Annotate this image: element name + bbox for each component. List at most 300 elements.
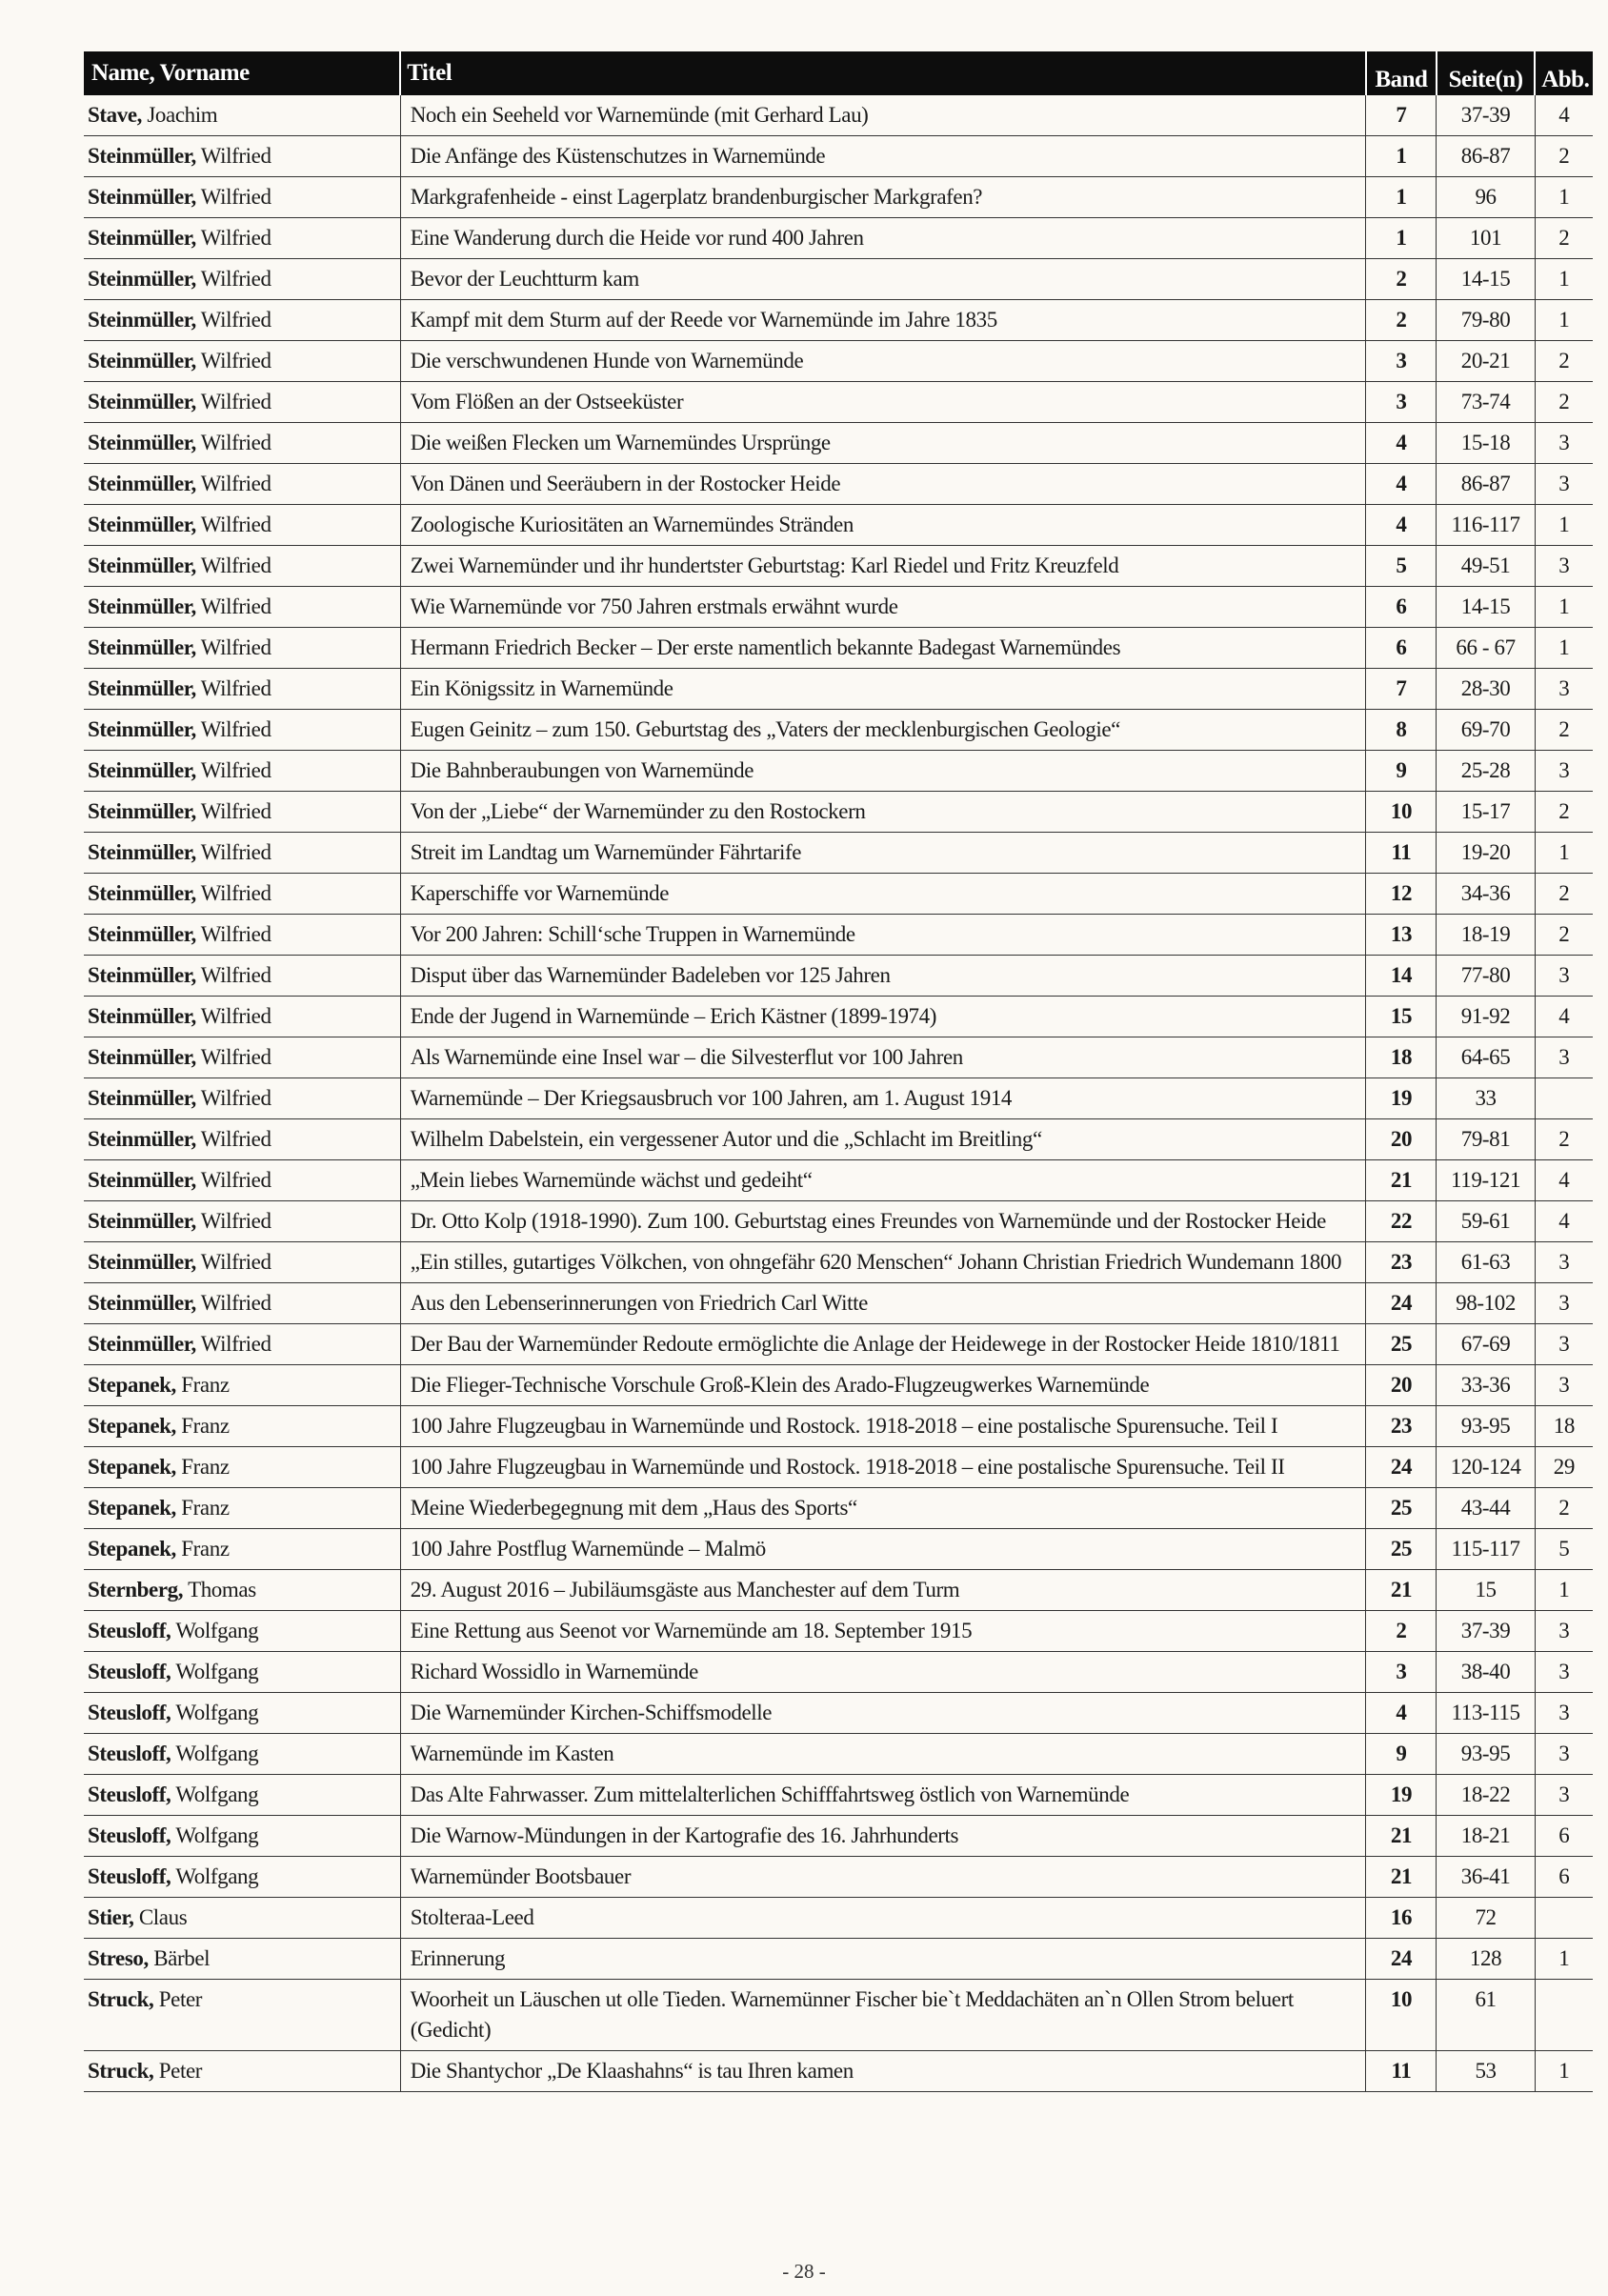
page-range: 18-19	[1437, 915, 1535, 956]
author-surname: Steinmüller,	[88, 513, 196, 536]
author-cell	[84, 1037, 400, 1078]
page-range: 115-117	[1437, 1529, 1535, 1570]
page-range: 33	[1437, 1078, 1535, 1119]
author-surname: Stepanek,	[88, 1496, 176, 1520]
band-number: 22	[1366, 1201, 1437, 1242]
author-cell	[84, 423, 400, 464]
band-number: 11	[1366, 833, 1437, 874]
article-title: Ein Königssitz in Warnemünde	[400, 669, 1366, 710]
page-range: 86-87	[1437, 464, 1535, 505]
figure-count: 3	[1535, 1652, 1593, 1693]
author-surname: Streso,	[88, 1946, 149, 1970]
article-title: Von Dänen und Seeräubern in der Rostocker Heide	[400, 464, 1366, 505]
author-firstname: Wilfried	[200, 1168, 271, 1192]
table-row	[84, 1611, 1593, 1652]
author-firstname: Claus	[138, 1905, 188, 1929]
page-range: 64-65	[1437, 1037, 1535, 1078]
author-surname: Steusloff,	[88, 1742, 171, 1765]
table-row	[84, 1283, 1593, 1324]
author-firstname: Wilfried	[200, 799, 271, 823]
author-cell	[84, 1734, 400, 1775]
article-title: Aus den Lebenserinnerungen von Friedrich Carl Witte	[400, 1283, 1366, 1324]
author-surname: Steusloff,	[88, 1619, 171, 1642]
header-abb: Abb.	[1535, 51, 1593, 95]
figure-count: 1	[1535, 259, 1593, 300]
author-firstname: Wilfried	[200, 676, 271, 700]
author-firstname: Wilfried	[200, 594, 271, 618]
author-surname: Steinmüller,	[88, 1004, 196, 1028]
band-number: 21	[1366, 1570, 1437, 1611]
table-row	[84, 1160, 1593, 1201]
page-range: 66 - 67	[1437, 628, 1535, 669]
author-surname: Steinmüller,	[88, 635, 196, 659]
figure-count: 2	[1535, 792, 1593, 833]
author-firstname: Thomas	[188, 1578, 256, 1601]
band-number: 3	[1366, 382, 1437, 423]
figure-count: 6	[1535, 1816, 1593, 1857]
table-row	[84, 218, 1593, 259]
article-title: „Mein liebes Warnemünde wächst und gedeiht“	[400, 1160, 1366, 1201]
band-number: 25	[1366, 1324, 1437, 1365]
author-surname: Steusloff,	[88, 1823, 171, 1847]
page-range: 93-95	[1437, 1406, 1535, 1447]
page-range: 14-15	[1437, 587, 1535, 628]
author-surname: Steinmüller,	[88, 1045, 196, 1069]
page-range: 79-81	[1437, 1119, 1535, 1160]
page-range: 18-22	[1437, 1775, 1535, 1816]
author-firstname: Wilfried	[200, 308, 271, 332]
page-range: 79-80	[1437, 300, 1535, 341]
table-row	[84, 1775, 1593, 1816]
author-cell	[84, 341, 400, 382]
author-surname: Steinmüller,	[88, 1086, 196, 1110]
band-number: 7	[1366, 95, 1437, 136]
figure-count: 1	[1535, 1939, 1593, 1980]
page-range: 19-20	[1437, 833, 1535, 874]
article-title: Kampf mit dem Sturm auf der Reede vor Warnemünde im Jahre 1835	[400, 300, 1366, 341]
figure-count: 2	[1535, 382, 1593, 423]
figure-count: 4	[1535, 997, 1593, 1037]
author-surname: Steinmüller,	[88, 922, 196, 946]
author-firstname: Wilfried	[200, 185, 271, 209]
figure-count: 3	[1535, 1037, 1593, 1078]
band-number: 15	[1366, 997, 1437, 1037]
author-surname: Steinmüller,	[88, 1127, 196, 1151]
article-title: 100 Jahre Postflug Warnemünde – Malmö	[400, 1529, 1366, 1570]
author-surname: Stier,	[88, 1905, 134, 1929]
band-number: 4	[1366, 464, 1437, 505]
author-cell	[84, 1529, 400, 1570]
article-title: Woorheit un Läuschen ut olle Tieden. Warnemünner Fischer bie`t Meddachäten an`n Ollen Strom beluert (Gedicht)	[400, 1980, 1366, 2051]
author-surname: Steinmüller,	[88, 308, 196, 332]
figure-count: 6	[1535, 1857, 1593, 1898]
author-firstname: Wilfried	[200, 1045, 271, 1069]
header-title: Titel	[400, 51, 1366, 95]
author-cell	[84, 1611, 400, 1652]
author-surname: Steusloff,	[88, 1782, 171, 1806]
table-row	[84, 1078, 1593, 1119]
author-cell	[84, 1447, 400, 1488]
table-row	[84, 177, 1593, 218]
author-cell	[84, 1898, 400, 1939]
table-row	[84, 956, 1593, 997]
author-cell	[84, 136, 400, 177]
figure-count: 1	[1535, 587, 1593, 628]
figure-count: 3	[1535, 1734, 1593, 1775]
author-firstname: Wolfgang	[175, 1823, 259, 1847]
article-title: Zwei Warnemünder und ihr hundertster Geburtstag: Karl Riedel und Fritz Kreuzfeld	[400, 546, 1366, 587]
author-firstname: Wilfried	[200, 1127, 271, 1151]
author-surname: Struck,	[88, 1987, 154, 2011]
band-number: 9	[1366, 751, 1437, 792]
table-row	[84, 1734, 1593, 1775]
author-firstname: Franz	[181, 1373, 230, 1397]
author-surname: Steinmüller,	[88, 881, 196, 905]
author-firstname: Wilfried	[200, 1086, 271, 1110]
author-surname: Steinmüller,	[88, 390, 196, 413]
figure-count: 3	[1535, 1775, 1593, 1816]
table-row	[84, 546, 1593, 587]
article-title: Eugen Geinitz – zum 150. Geburtstag des „Vaters der mecklenburgischen Geologie“	[400, 710, 1366, 751]
author-cell	[84, 95, 400, 136]
author-surname: Struck,	[88, 2059, 154, 2083]
author-firstname: Wilfried	[200, 1209, 271, 1233]
table-row	[84, 1693, 1593, 1734]
article-title: Die Flieger-Technische Vorschule Groß-Klein des Arado-Flugzeugwerkes Warnemünde	[400, 1365, 1366, 1406]
author-firstname: Peter	[158, 2059, 203, 2083]
page-range: 15	[1437, 1570, 1535, 1611]
author-cell	[84, 628, 400, 669]
author-cell	[84, 1078, 400, 1119]
page-range: 128	[1437, 1939, 1535, 1980]
author-firstname: Wilfried	[200, 513, 271, 536]
band-number: 1	[1366, 177, 1437, 218]
figure-count: 2	[1535, 218, 1593, 259]
author-cell	[84, 1119, 400, 1160]
author-firstname: Wilfried	[200, 963, 271, 987]
table-row	[84, 1980, 1593, 2051]
table-row	[84, 2051, 1593, 2092]
author-cell	[84, 1652, 400, 1693]
author-firstname: Wilfried	[200, 431, 271, 454]
page-range: 20-21	[1437, 341, 1535, 382]
author-surname: Sternberg,	[88, 1578, 184, 1601]
band-number: 20	[1366, 1119, 1437, 1160]
article-title: Die Warnow-Mündungen in der Kartografie des 16. Jahrhunderts	[400, 1816, 1366, 1857]
page-range: 120-124	[1437, 1447, 1535, 1488]
author-firstname: Wilfried	[200, 349, 271, 373]
band-number: 5	[1366, 546, 1437, 587]
author-firstname: Wilfried	[200, 1332, 271, 1356]
table-row	[84, 1324, 1593, 1365]
author-surname: Steinmüller,	[88, 717, 196, 741]
article-title: Ende der Jugend in Warnemünde – Erich Kästner (1899-1974)	[400, 997, 1366, 1037]
author-firstname: Wolfgang	[175, 1701, 259, 1724]
band-number: 3	[1366, 1652, 1437, 1693]
author-cell	[84, 669, 400, 710]
author-firstname: Wolfgang	[175, 1619, 259, 1642]
author-cell	[84, 1488, 400, 1529]
table-row	[84, 136, 1593, 177]
article-title: Noch ein Seeheld vor Warnemünde (mit Gerhard Lau)	[400, 95, 1366, 136]
author-surname: Steinmüller,	[88, 963, 196, 987]
page-range: 28-30	[1437, 669, 1535, 710]
index-page	[84, 51, 1593, 2092]
author-cell	[84, 259, 400, 300]
author-firstname: Wolfgang	[175, 1864, 259, 1888]
page-range: 37-39	[1437, 1611, 1535, 1652]
figure-count: 3	[1535, 1283, 1593, 1324]
page-range: 86-87	[1437, 136, 1535, 177]
figure-count: 4	[1535, 1160, 1593, 1201]
band-number: 1	[1366, 136, 1437, 177]
author-cell	[84, 915, 400, 956]
table-row	[84, 464, 1593, 505]
author-surname: Steinmüller,	[88, 1332, 196, 1356]
article-title: Streit im Landtag um Warnemünder Fährtarife	[400, 833, 1366, 874]
author-firstname: Wilfried	[200, 717, 271, 741]
figure-count: 2	[1535, 710, 1593, 751]
author-cell	[84, 1201, 400, 1242]
band-number: 18	[1366, 1037, 1437, 1078]
author-firstname: Wilfried	[200, 881, 271, 905]
page-range: 113-115	[1437, 1693, 1535, 1734]
table-row	[84, 1529, 1593, 1570]
author-surname: Steinmüller,	[88, 267, 196, 291]
figure-count: 1	[1535, 1570, 1593, 1611]
author-surname: Steinmüller,	[88, 472, 196, 495]
author-index-table	[84, 51, 1593, 2092]
band-number: 25	[1366, 1488, 1437, 1529]
author-cell	[84, 177, 400, 218]
article-title: Dr. Otto Kolp (1918-1990). Zum 100. Geburtstag eines Freundes von Warnemünde und der Rostocker Heide	[400, 1201, 1366, 1242]
header-band: Band	[1366, 51, 1437, 95]
table-row	[84, 505, 1593, 546]
article-title: Zoologische Kuriositäten an Warnemündes Stränden	[400, 505, 1366, 546]
author-cell	[84, 1816, 400, 1857]
article-title: Die weißen Flecken um Warnemündes Ursprünge	[400, 423, 1366, 464]
author-surname: Steinmüller,	[88, 840, 196, 864]
author-surname: Stave,	[88, 103, 143, 127]
band-number: 21	[1366, 1857, 1437, 1898]
article-title: Warnemünder Bootsbauer	[400, 1857, 1366, 1898]
author-firstname: Franz	[181, 1537, 230, 1561]
article-title: Richard Wossidlo in Warnemünde	[400, 1652, 1366, 1693]
table-row	[84, 833, 1593, 874]
figure-count: 3	[1535, 1365, 1593, 1406]
band-number: 6	[1366, 628, 1437, 669]
page-range: 59-61	[1437, 1201, 1535, 1242]
page-range: 119-121	[1437, 1160, 1535, 1201]
author-surname: Steinmüller,	[88, 1250, 196, 1274]
author-surname: Steinmüller,	[88, 144, 196, 168]
article-title: Disput über das Warnemünder Badeleben vor 125 Jahren	[400, 956, 1366, 997]
figure-count: 3	[1535, 751, 1593, 792]
author-cell	[84, 751, 400, 792]
author-surname: Steinmüller,	[88, 554, 196, 577]
band-number: 13	[1366, 915, 1437, 956]
author-cell	[84, 1324, 400, 1365]
author-cell	[84, 710, 400, 751]
figure-count: 2	[1535, 1488, 1593, 1529]
table-header-row	[84, 51, 1593, 95]
header-name: Name, Vorname	[84, 51, 400, 95]
figure-count: 3	[1535, 464, 1593, 505]
figure-count: 3	[1535, 546, 1593, 587]
article-title: Meine Wiederbegegnung mit dem „Haus des Sports“	[400, 1488, 1366, 1529]
band-number: 9	[1366, 1734, 1437, 1775]
band-number: 24	[1366, 1939, 1437, 1980]
author-cell	[84, 956, 400, 997]
article-title: Wilhelm Dabelstein, ein vergessener Autor und die „Schlacht im Breitling“	[400, 1119, 1366, 1160]
figure-count: 3	[1535, 956, 1593, 997]
figure-count: 2	[1535, 874, 1593, 915]
article-title: Warnemünde im Kasten	[400, 1734, 1366, 1775]
page-range: 53	[1437, 2051, 1535, 2092]
author-cell	[84, 300, 400, 341]
figure-count: 1	[1535, 833, 1593, 874]
author-firstname: Wilfried	[200, 1004, 271, 1028]
band-number: 21	[1366, 1816, 1437, 1857]
author-firstname: Wilfried	[200, 1250, 271, 1274]
table-row	[84, 382, 1593, 423]
article-title: Von der „Liebe“ der Warnemünder zu den Rostockern	[400, 792, 1366, 833]
band-number: 21	[1366, 1160, 1437, 1201]
band-number: 20	[1366, 1365, 1437, 1406]
page-range: 69-70	[1437, 710, 1535, 751]
table-row	[84, 1857, 1593, 1898]
author-surname: Steusloff,	[88, 1864, 171, 1888]
author-firstname: Joachim	[147, 103, 218, 127]
page-range: 34-36	[1437, 874, 1535, 915]
band-number: 16	[1366, 1898, 1437, 1939]
table-body	[84, 95, 1593, 2092]
figure-count: 3	[1535, 1324, 1593, 1365]
page-range: 43-44	[1437, 1488, 1535, 1529]
band-number: 23	[1366, 1242, 1437, 1283]
band-number: 11	[1366, 2051, 1437, 2092]
article-title: 100 Jahre Flugzeugbau in Warnemünde und Rostock. 1918-2018 – eine postalische Spurensuche. Teil II	[400, 1447, 1366, 1488]
author-cell	[84, 2051, 400, 2092]
table-row	[84, 1488, 1593, 1529]
author-cell	[84, 1570, 400, 1611]
author-firstname: Peter	[158, 1987, 203, 2011]
table-row	[84, 669, 1593, 710]
article-title: Die Shantychor „De Klaashahns“ is tau Ihren kamen	[400, 2051, 1366, 2092]
page-range: 93-95	[1437, 1734, 1535, 1775]
author-surname: Steinmüller,	[88, 1168, 196, 1192]
author-firstname: Wilfried	[200, 144, 271, 168]
band-number: 19	[1366, 1078, 1437, 1119]
page-number: - 28 -	[782, 2260, 826, 2283]
table-row	[84, 1939, 1593, 1980]
author-cell	[84, 1693, 400, 1734]
author-firstname: Wilfried	[200, 758, 271, 782]
author-cell	[84, 382, 400, 423]
author-cell	[84, 1365, 400, 1406]
author-surname: Steusloff,	[88, 1660, 171, 1683]
author-firstname: Wolfgang	[175, 1660, 259, 1683]
page-range: 15-17	[1437, 792, 1535, 833]
band-number: 3	[1366, 341, 1437, 382]
article-title: Der Bau der Warnemünder Redoute ermöglichte die Anlage der Heidewege in der Rostocker Heide 1810/1811	[400, 1324, 1366, 1365]
figure-count: 1	[1535, 628, 1593, 669]
author-cell	[84, 1406, 400, 1447]
table-row	[84, 915, 1593, 956]
figure-count: 2	[1535, 915, 1593, 956]
article-title: Eine Wanderung durch die Heide vor rund 400 Jahren	[400, 218, 1366, 259]
page-range: 77-80	[1437, 956, 1535, 997]
page-range: 116-117	[1437, 505, 1535, 546]
page-range: 37-39	[1437, 95, 1535, 136]
figure-count	[1535, 1980, 1593, 2051]
table-row	[84, 1201, 1593, 1242]
band-number: 14	[1366, 956, 1437, 997]
band-number: 24	[1366, 1447, 1437, 1488]
author-cell	[84, 1857, 400, 1898]
figure-count: 4	[1535, 95, 1593, 136]
author-cell	[84, 833, 400, 874]
author-cell	[84, 792, 400, 833]
table-row	[84, 1037, 1593, 1078]
author-firstname: Wilfried	[200, 390, 271, 413]
figure-count: 1	[1535, 2051, 1593, 2092]
table-row	[84, 874, 1593, 915]
page-range: 91-92	[1437, 997, 1535, 1037]
table-row	[84, 259, 1593, 300]
article-title: 100 Jahre Flugzeugbau in Warnemünde und Rostock. 1918-2018 – eine postalische Spurensuche. Teil I	[400, 1406, 1366, 1447]
figure-count: 29	[1535, 1447, 1593, 1488]
article-title: 29. August 2016 – Jubiläumsgäste aus Manchester auf dem Turm	[400, 1570, 1366, 1611]
author-firstname: Bärbel	[153, 1946, 211, 1970]
band-number: 8	[1366, 710, 1437, 751]
author-cell	[84, 587, 400, 628]
article-title: Vor 200 Jahren: Schill‘sche Truppen in Warnemünde	[400, 915, 1366, 956]
band-number: 4	[1366, 1693, 1437, 1734]
page-range: 14-15	[1437, 259, 1535, 300]
author-surname: Steinmüller,	[88, 1291, 196, 1315]
figure-count: 18	[1535, 1406, 1593, 1447]
band-number: 2	[1366, 300, 1437, 341]
figure-count: 1	[1535, 177, 1593, 218]
table-row	[84, 1119, 1593, 1160]
article-title: Markgrafenheide - einst Lagerplatz brandenburgischer Markgrafen?	[400, 177, 1366, 218]
author-cell	[84, 546, 400, 587]
figure-count	[1535, 1078, 1593, 1119]
article-title: Die verschwundenen Hunde von Warnemünde	[400, 341, 1366, 382]
article-title: Eine Rettung aus Seenot vor Warnemünde am 18. September 1915	[400, 1611, 1366, 1652]
band-number: 2	[1366, 259, 1437, 300]
author-surname: Stepanek,	[88, 1414, 176, 1438]
author-firstname: Franz	[181, 1455, 230, 1479]
table-row	[84, 710, 1593, 751]
page-range: 61-63	[1437, 1242, 1535, 1283]
article-title: Die Bahnberaubungen von Warnemünde	[400, 751, 1366, 792]
band-number: 10	[1366, 1980, 1437, 2051]
band-number: 25	[1366, 1529, 1437, 1570]
author-cell	[84, 1939, 400, 1980]
author-surname: Steinmüller,	[88, 431, 196, 454]
figure-count: 3	[1535, 423, 1593, 464]
header-seite: Seite(n)	[1437, 51, 1535, 95]
table-row	[84, 1365, 1593, 1406]
article-title: Die Warnemünder Kirchen-Schiffsmodelle	[400, 1693, 1366, 1734]
author-surname: Steinmüller,	[88, 185, 196, 209]
band-number: 1	[1366, 218, 1437, 259]
figure-count: 5	[1535, 1529, 1593, 1570]
band-number: 12	[1366, 874, 1437, 915]
article-title: Bevor der Leuchtturm kam	[400, 259, 1366, 300]
